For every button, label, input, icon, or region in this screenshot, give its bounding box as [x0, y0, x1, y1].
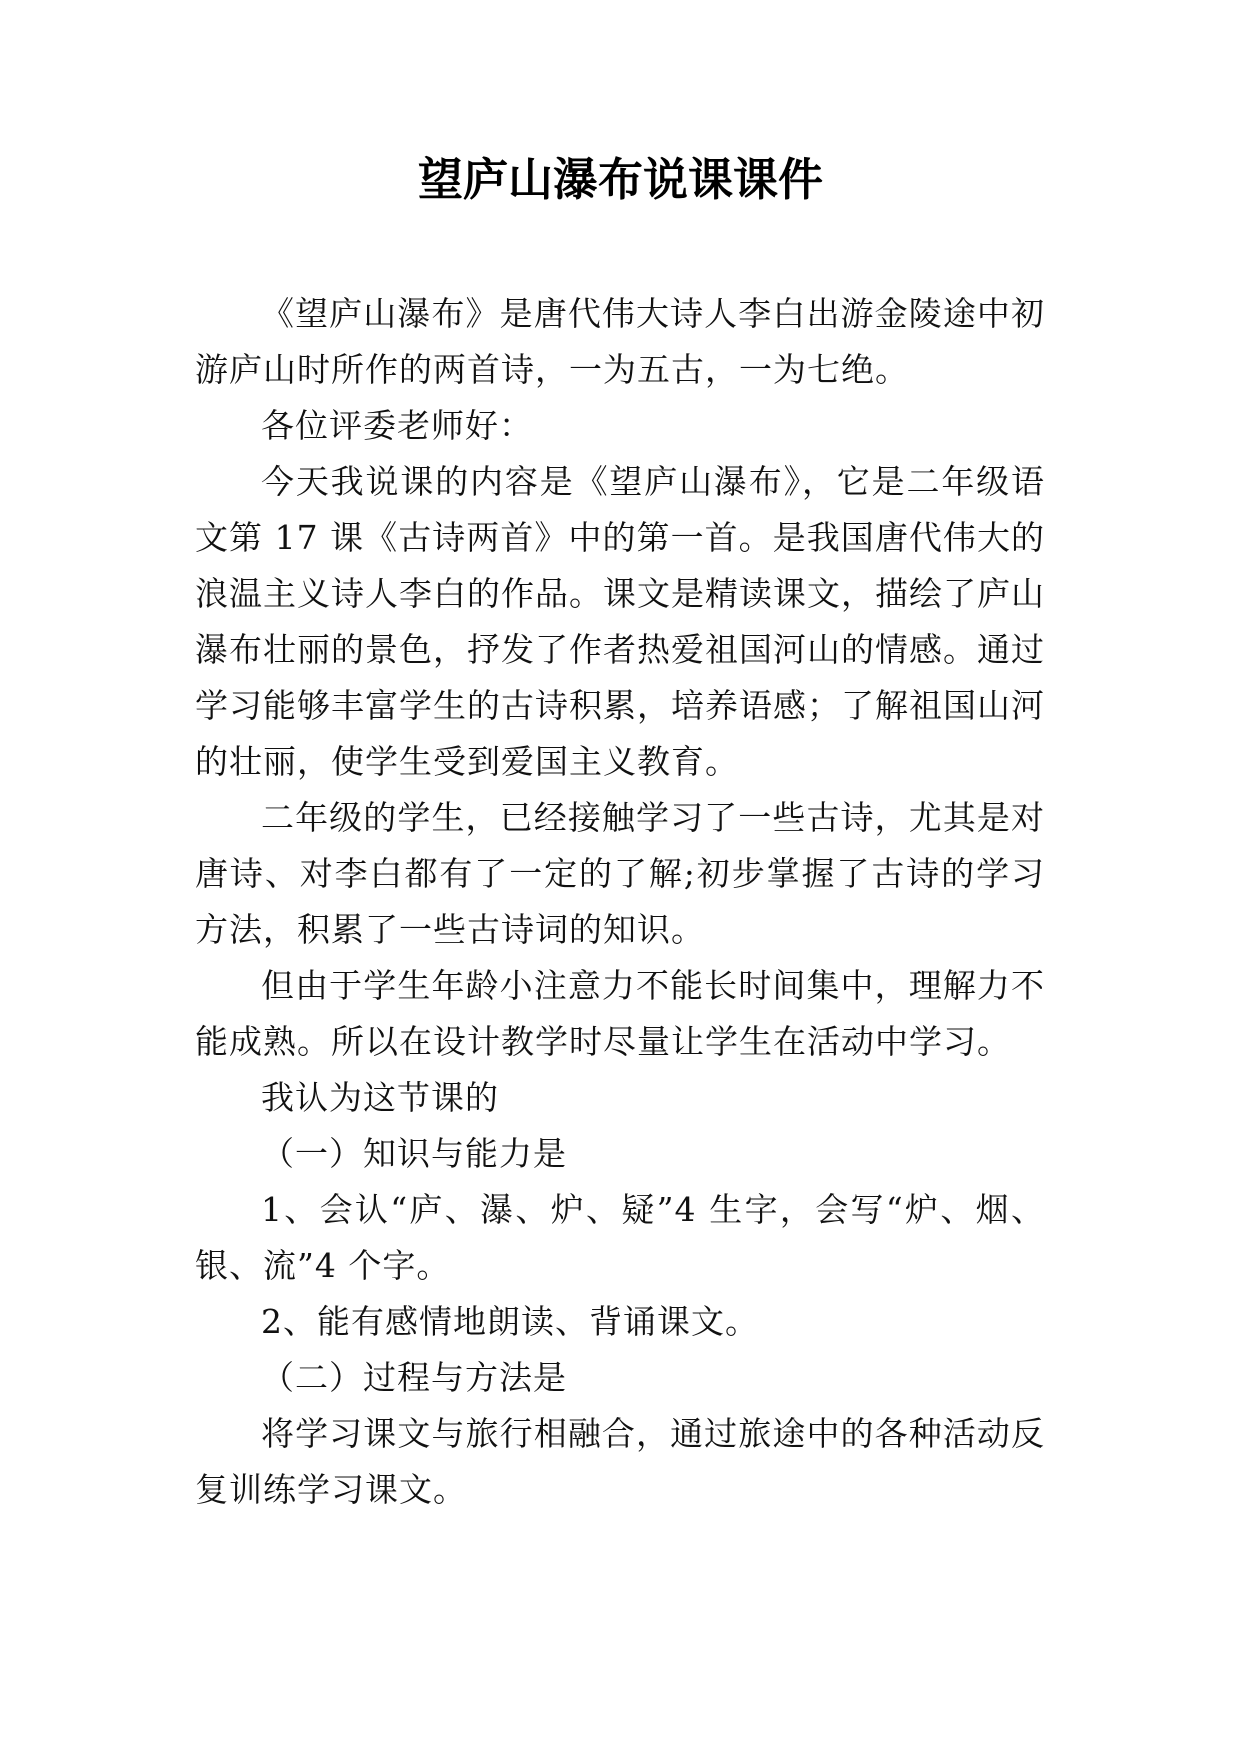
heading-knowledge-ability: （一）知识与能力是: [261, 1134, 567, 1173]
paragraph-student-analysis: 二年级的学生，已经接触学习了一些古诗，尤其是对唐诗、对李白都有了一定的了解;初步掌握了古诗的学习方法，积累了一些古诗词的知识。: [195, 798, 1045, 949]
list-item-goal-1: 1、会认“庐、瀑、炉、疑”4 生字，会写“炉、烟、银、流”4 个字。: [195, 1190, 1045, 1285]
list-item-goal-2: 2、能有感情地朗读、背诵课文。: [261, 1302, 759, 1341]
paragraph-intro: 《望庐山瀑布》是唐代伟大诗人李白出游金陵途中初游庐山时所作的两首诗，一为五古，一为七绝。: [195, 294, 1045, 389]
heading-process-method: （二）过程与方法是: [261, 1358, 567, 1397]
paragraph-lesson-content: 今天我说课的内容是《望庐山瀑布》，它是二年级语文第 17 课《古诗两首》中的第一首。是我国唐代伟大的浪温主义诗人李白的作品。课文是精读课文，描绘了庐山瀑布壮丽的景色，抒发了作者热爱祖国河山的情感。通过学习能够丰富学生的古诗积累，培养语感；了解祖国山河的壮丽，使学生受到爱国主义教育。: [195, 462, 1045, 781]
document-title: 望庐山瀑布说课课件: [417, 153, 823, 206]
document-body: [195, 286, 1045, 1518]
paragraph-student-limits: 但由于学生年龄小注意力不能长时间集中，理解力不能成熟。所以在设计教学时尽量让学生在活动中学习。: [195, 966, 1045, 1061]
paragraph-process-method: 将学习课文与旅行相融合，通过旅途中的各种活动反复训练学习课文。: [195, 1414, 1045, 1509]
paragraph-greeting: 各位评委老师好：: [261, 406, 533, 445]
paragraph-goals-intro: 我认为这节课的: [261, 1078, 499, 1117]
